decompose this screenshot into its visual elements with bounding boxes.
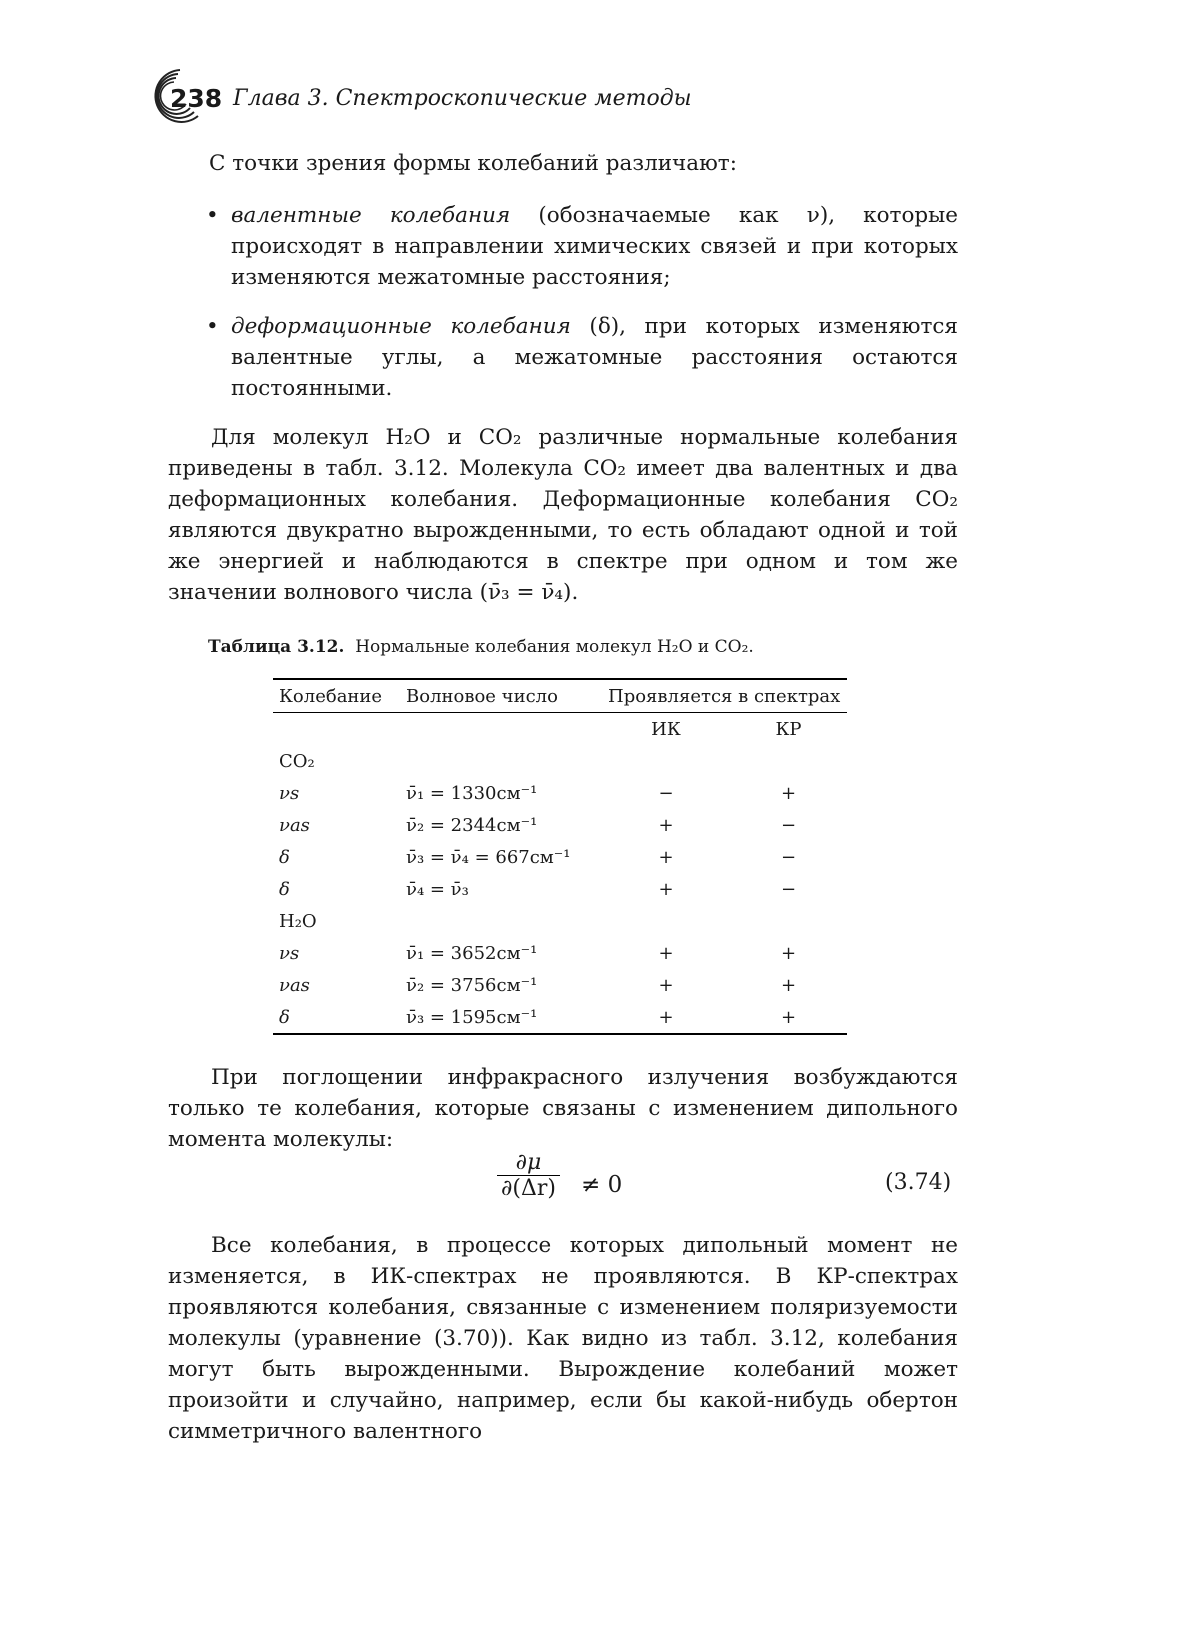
term: валентные колебания [231,203,511,228]
wavenumber-cell: ν̄₁ = 3652см⁻¹ [406,942,538,964]
table-caption-label: Таблица 3.12. [208,637,345,657]
intro-paragraph: С точки зрения формы колебаний различают: [209,151,737,176]
column-header-vibration: Колебание [273,679,400,713]
vibration-cell: νas [279,814,310,836]
ir-cell: + [658,814,674,836]
column-header-raman: КР [775,718,802,740]
raman-cell: − [780,846,797,868]
raman-cell: + [780,974,797,996]
wavenumber-cell: ν̄₂ = 3756см⁻¹ [406,974,538,996]
group-label: CO₂ [279,750,315,772]
raman-cell: + [780,942,797,964]
wavenumber-cell: ν̄₁ = 1330см⁻¹ [406,782,538,804]
vibration-cell: νs [279,782,300,804]
paragraph: Для молекул H₂O и CO₂ различные нормальные колебания приведены в табл. 3.12. Молекула CO₂ имеет два валентных и два деформационных колебания. Деформационные колебания CO₂ являются двукратно вырожденными, то есть обладают одной и той же энергией и наблюдаются в спектре при одном и том же значении волнового числа (ν̄₃ = ν̄₄). [168,425,958,605]
table-row [273,873,847,905]
wavenumber-cell: ν̄₃ = ν̄₄ = 667см⁻¹ [406,846,571,868]
ir-cell: + [658,974,674,996]
body-text-3 [168,1230,958,1447]
table-caption-text: Нормальные колебания молекул H₂O и CO₂. [355,637,754,657]
definition: (обозначаемые как ν), которые происходят в направлении химических связей и при которых изменяются межатомные расстояния; [231,203,958,290]
body-text-1 [168,422,958,608]
equation-number: (3.74) [885,1170,952,1195]
vibration-cell: δ [273,1001,400,1034]
table-row [273,905,847,937]
raman-cell: − [780,814,797,836]
raman-cell: + [780,782,797,804]
vibration-cell: νs [279,942,300,964]
table-body [273,745,847,1034]
ir-cell: + [658,878,674,900]
table-row [273,745,847,777]
ir-cell: + [658,846,674,868]
ir-cell: + [658,942,674,964]
denominator: ∂(Δr) [501,1176,556,1201]
wavenumber-cell: ν̄₃ = 1595см⁻¹ [400,1001,602,1034]
table-row [273,809,847,841]
vibration-cell: δ [279,878,290,900]
vibration-types-list [206,200,958,422]
numerator: ∂μ [497,1150,560,1176]
term: деформационные колебания [231,314,571,339]
definition: (δ), при которых изменяются валентные углы, а межатомные расстояния остаются постоянными. [231,314,958,401]
list-item [206,200,958,293]
body-text-2 [168,1062,958,1155]
table-row [273,969,847,1001]
group-label: H₂O [279,910,317,932]
table-caption [208,637,754,657]
vibrations-table [273,678,847,1035]
ir-cell: − [658,782,674,804]
wavenumber-cell: ν̄₂ = 2344см⁻¹ [406,814,538,836]
page-number: 238 [170,84,223,113]
raman-cell: + [730,1001,847,1034]
table-row [273,777,847,809]
table-row [273,937,847,969]
chapter-title: Глава 3. Спектроскопические методы [233,86,692,111]
column-header-wavenumber: Волновое число [400,679,602,713]
raman-cell: − [780,878,797,900]
table-row [273,1001,847,1034]
paragraph: Все колебания, в процессе которых дипольный момент не изменяется, в ИК-спектрах не проявляются. В КР-спектрах проявляются колебания, связанные с изменением поляризуемости молекулы (уравнение (3.70)). Как видно из табл. 3.12, колебания могут быть вырожденными. Вырождение колебаний может произойти и случайно, например, если бы какой-нибудь обертон симметричного валентного [168,1233,958,1444]
table-row [273,841,847,873]
column-header-spectra: Проявляется в спектрах [602,679,847,713]
relation: ≠ 0 [581,1172,623,1198]
paragraph: При поглощении инфракрасного излучения возбуждаются только те колебания, которые связаны с изменением дипольного момента молекулы: [168,1065,958,1152]
ir-cell: + [602,1001,730,1034]
equation-3-74 [0,1150,1190,1230]
vibration-cell: δ [279,846,290,868]
fraction [497,1150,560,1201]
list-item [206,311,958,404]
intro-text [209,148,969,179]
vibration-cell: νas [279,974,310,996]
wavenumber-cell: ν̄₄ = ν̄₃ [406,878,469,900]
column-header-ir: ИК [651,718,681,740]
